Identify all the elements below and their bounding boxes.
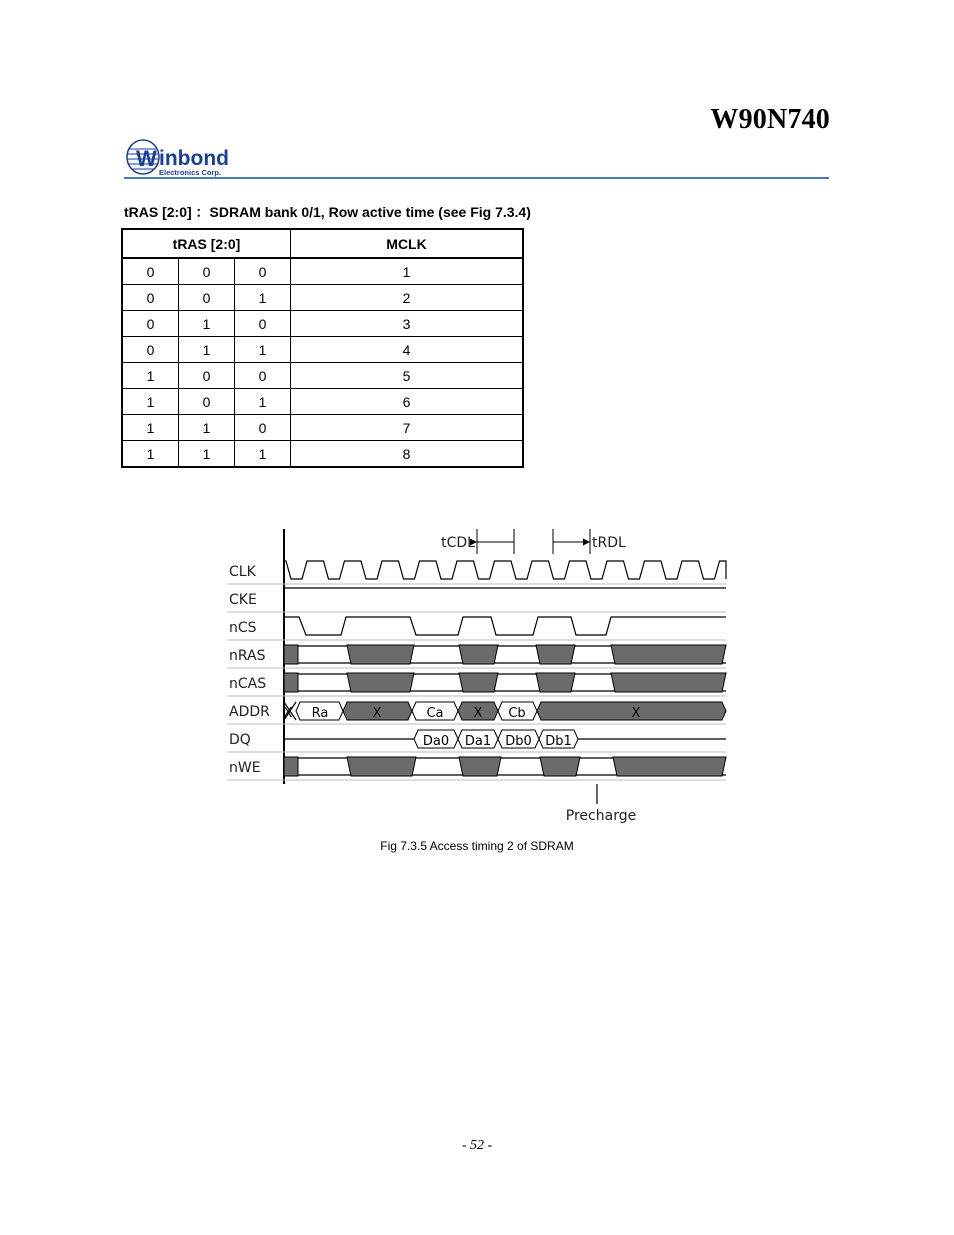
nwe-block	[613, 757, 726, 776]
bit-cell: 0	[179, 363, 235, 389]
bit-cell: 1	[179, 441, 235, 468]
nras-block	[347, 645, 414, 664]
section-heading: tRAS [2:0] ：SDRAM bank 0/1, Row active time (see Fig 7.3.4)	[124, 204, 531, 220]
signal-label-dq: DQ	[229, 732, 251, 748]
mclk-cell: 4	[291, 337, 524, 363]
signal-label-cke: CKE	[229, 592, 257, 608]
table-row	[122, 311, 523, 337]
nwe-block	[284, 757, 298, 776]
addr-label: X	[631, 706, 641, 721]
header-rule	[124, 177, 829, 179]
mclk-cell: 6	[291, 389, 524, 415]
ncas-block	[536, 673, 575, 692]
ncas-block	[284, 673, 298, 692]
bit-cell: 1	[122, 441, 179, 468]
bit-cell: 1	[235, 389, 291, 415]
bit-cell: 0	[179, 258, 235, 285]
addr-label: Cb	[508, 706, 526, 721]
figure-caption: Fig 7.3.5 Access timing 2 of SDRAM	[380, 839, 574, 853]
signal-label-addr: ADDR	[229, 704, 270, 720]
ncas-block	[611, 673, 726, 692]
table-header-row	[122, 229, 523, 258]
mclk-cell: 1	[291, 258, 524, 285]
tras-table	[121, 228, 524, 468]
bit-cell: 0	[122, 337, 179, 363]
bit-cell: 1	[179, 311, 235, 337]
dq-label: Da1	[464, 734, 492, 749]
bit-cell: 0	[122, 311, 179, 337]
addr-label: X	[283, 706, 293, 721]
table-header-mclk: MCLK	[291, 229, 524, 258]
table-header-tras: tRAS [2:0]	[122, 229, 291, 258]
winbond-logo	[126, 138, 251, 178]
table-row	[122, 337, 523, 363]
nwe-block	[347, 757, 416, 776]
bit-cell: 0	[235, 363, 291, 389]
bit-cell: 1	[122, 363, 179, 389]
bit-cell: 1	[235, 337, 291, 363]
ncas-block	[347, 673, 414, 692]
bit-cell: 1	[179, 415, 235, 441]
nras-block	[284, 645, 298, 664]
mclk-cell: 5	[291, 363, 524, 389]
dq-label: Db0	[505, 734, 532, 749]
precharge-label: Precharge	[565, 808, 637, 824]
addr-label: Ca	[426, 706, 444, 721]
page-number: - 52 -	[461, 1138, 493, 1153]
clk-waveform	[284, 561, 726, 579]
addr-label: Ra	[311, 706, 329, 721]
bit-cell: 1	[122, 389, 179, 415]
bit-cell: 0	[122, 285, 179, 311]
signal-label-nwe: nWE	[229, 760, 261, 776]
logo-initial: W	[136, 146, 157, 171]
bit-cell: 0	[179, 285, 235, 311]
nwe-block	[540, 757, 580, 776]
table-row	[122, 389, 523, 415]
mclk-cell: 7	[291, 415, 524, 441]
table-row	[122, 415, 523, 441]
trdl-label: tRDL	[592, 535, 626, 551]
signal-label-clk: CLK	[229, 564, 256, 580]
dq-label: Db1	[545, 734, 572, 749]
signal-label-ncas: nCAS	[229, 676, 267, 692]
signal-label-nras: nRAS	[229, 648, 266, 664]
bit-cell: 0	[179, 389, 235, 415]
tcdl-label: tCDL	[441, 535, 475, 551]
addr-label: X	[372, 706, 382, 721]
bit-cell: 1	[179, 337, 235, 363]
logo-subtext: Electronics Corp.	[159, 168, 222, 177]
nras-block	[459, 645, 498, 664]
bit-cell: 0	[235, 415, 291, 441]
bit-cell: 0	[122, 258, 179, 285]
bit-cell: 0	[235, 311, 291, 337]
nras-block	[611, 645, 726, 664]
logo-wordmark: inbond	[159, 147, 229, 170]
table-row	[122, 285, 523, 311]
nwe-block	[459, 757, 501, 776]
mclk-cell: 2	[291, 285, 524, 311]
table-row	[122, 258, 523, 285]
table-row	[122, 441, 523, 468]
dq-label: Da0	[422, 734, 450, 749]
addr-label: X	[473, 706, 483, 721]
nras-block	[536, 645, 575, 664]
bit-cell: 1	[235, 285, 291, 311]
bit-cell: 1	[122, 415, 179, 441]
timing-diagram	[226, 526, 728, 826]
mclk-cell: 8	[291, 441, 524, 468]
table-row	[122, 363, 523, 389]
ncas-block	[459, 673, 498, 692]
bit-cell: 1	[235, 441, 291, 468]
document-title: W90N740	[710, 104, 830, 135]
mclk-cell: 3	[291, 311, 524, 337]
ncs-waveform	[284, 617, 726, 635]
signal-label-ncs: nCS	[229, 620, 257, 636]
bit-cell: 0	[235, 258, 291, 285]
